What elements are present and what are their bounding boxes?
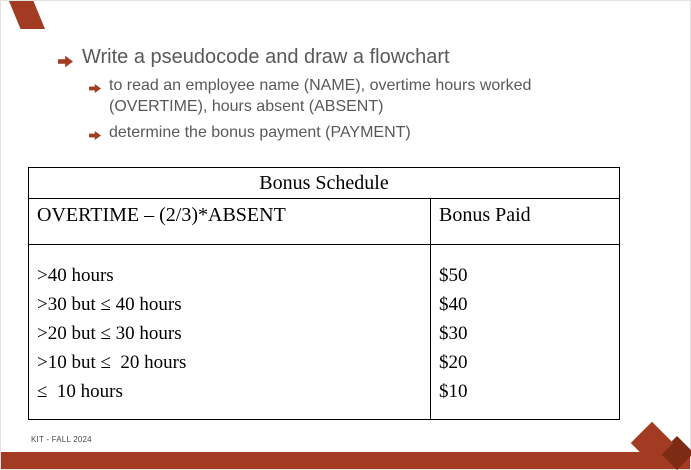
table-col-header-bonus: Bonus Paid [439,204,531,226]
bottom-bar-shape [1,452,690,469]
table-col-header-condition: OVERTIME – (2/3)*ABSENT [29,199,431,244]
sub-bullet-1-text: to read an employee name (NAME), overtime hours worked (OVERTIME), hours absent (ABSENT) [109,77,532,115]
corner-ribbon-shape [9,1,45,29]
table-cell: $10 [439,381,468,402]
main-bullet-text: Write a pseudocode and draw a flowchart [82,46,450,68]
table-cell: $50 [439,265,468,286]
table-title: Bonus Schedule [29,168,619,199]
table-body-col-bonus [431,245,619,419]
table-cell: $20 [439,352,468,373]
table-cell: >10 but ≤ 20 hours [37,352,187,373]
table-cell: >40 hours [37,265,114,286]
bullet-arrow-icon [89,126,101,147]
sub-bullet-2 [89,122,411,147]
slide-footer: KIT - FALL 2024 [31,435,92,444]
table-header-row [29,199,619,245]
bullet-arrow-icon [58,50,73,74]
bonus-schedule-table [28,167,620,420]
main-bullet [58,45,450,74]
table-cell: >30 but ≤ 40 hours [37,294,182,315]
sub-bullet-2-text: determine the bonus payment (PAYMENT) [109,124,411,141]
sub-bullet-1 [89,75,614,117]
table-body [29,245,619,419]
table-body-col-condition [29,245,431,419]
table-cell: $30 [439,323,468,344]
bullet-arrow-icon [89,79,101,100]
table-cell: ≤ 10 hours [37,381,123,402]
table-cell: $40 [439,294,468,315]
table-cell: >20 but ≤ 30 hours [37,323,182,344]
